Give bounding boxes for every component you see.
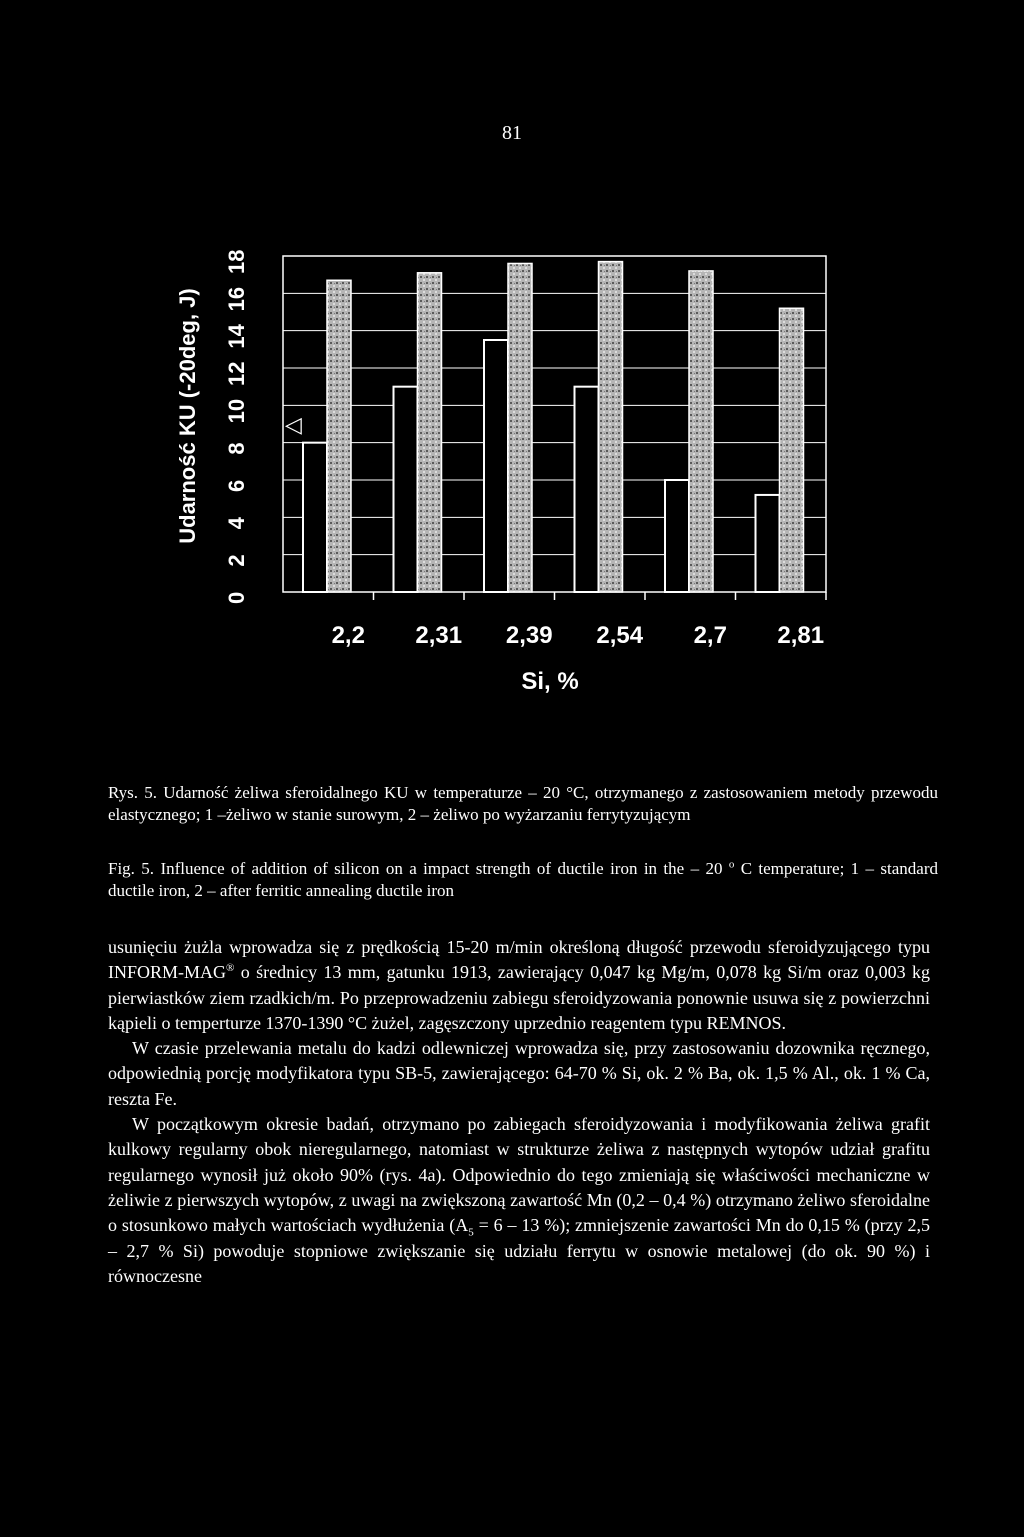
degree-superscript: o [728,858,735,871]
paragraph-2: W czasie przelewania metalu do kadzi odlewniczej wprowadza się, przy zastosowaniu dozownika ręcznego, odpowiednią porcję modyfikatora typu SB-5, zawierającego: 64-70 % Si, ok. 2 % Ba, ok. 1,5 % Al., ok. 1 % Ca, reszta Fe. [108,1038,930,1109]
caption-text: Influence of addition of silicon on a impact strength of ductile iron in the – 20 [160,859,723,878]
bar-series-2 [508,263,532,592]
y-tick-label: 0 [224,591,249,604]
x-tick-label: 2,39 [505,622,553,649]
x-tick-label: 2,7 [693,622,727,649]
body-text [108,935,930,1289]
bar-series-1 [484,340,508,592]
x-tick-label: 2,2 [331,622,365,649]
bar-series-2 [780,308,804,592]
bar-series-2 [418,273,442,592]
y-tick-label: 18 [224,249,249,274]
y-tick-label: 14 [224,324,249,349]
subscript: 5 [468,1226,474,1239]
y-tick-label: 8 [224,442,249,455]
x-tick-label: 2,31 [415,622,463,649]
caption-text: Udarność żeliwa sferoidalnego KU w temperaturze – 20 °C, otrzymanego z zastosowaniem metody przewodu elastycznego; 1 –żeliwo w stanie surowym, 2 – żeliwo po wyżarzaniu ferrytyzującym [108,783,938,824]
bar-series-1 [394,387,418,592]
caption-label: Rys. 5. [108,783,158,802]
paragraph-1 [108,935,930,1036]
bar-series-2 [599,262,623,592]
caption-text-cont: C temperature; 1 – standard ductile iron, 2 – after ferritic annealing ductile iron [108,859,939,900]
bar-series-1 [756,495,780,592]
figure-caption-english [108,858,938,902]
figure-caption-polish [108,782,938,826]
paragraph-text: W początkowym okresie badań, otrzymano po zabiegach sferoidyzowania i modyfikowania żeliwa grafit kulkowy regularny obok nieregularnego, natomiast w strukturze żeliwa z następnych wytopów udział grafitu regularnego wynosił już około 90% (rys. 4a). Odpowiednio do tego zmieniają się właściwości mechaniczne w żeliwie z pierwszych wytopów, z uwagi na zwiększoną zawartość Mn (0,2 – 0,4 %) otrzymano żeliwo sferoidalne o stosunkowo małych wartościach wydłużenia (A [108,1114,930,1236]
bar-series-1 [665,480,689,592]
bar-series-1 [303,443,327,592]
x-tick-label: 2,54 [596,622,644,649]
chart-plot [0,0,1024,720]
x-tick-label: 2,81 [777,622,825,649]
y-tick-label: 12 [224,361,249,386]
plot-frame [283,256,826,592]
y-tick-label: 4 [224,517,249,530]
registered-mark: ® [226,962,235,975]
x-axis-label: Si, % [521,668,579,695]
y-tick-label: 16 [224,286,249,312]
y-tick-label: 6 [224,479,249,492]
paragraph-text: o średnicy 13 mm, gatunku 1913, zawierający 0,047 kg Mg/m, 0,078 kg Si/m oraz 0,003 kg pierwiastków ziem rzadkich/m. Po przeprowadzeniu zabiegu sferoidyzowania ponownie usuwa się z powierzchni kąpieli o temperturze 1370-1390 °C żużel, zagęszczony uprzednio reagentem typu REMNOS. [108,962,930,1033]
marker-triangle-icon: ◁ [285,413,302,438]
impact-strength-chart [0,0,1024,720]
bar-series-2 [327,280,351,592]
bar-series-2 [689,271,713,592]
caption-label: Fig. 5. [108,859,155,878]
page-number: 81 [502,122,522,144]
y-axis-label: Udarność KU (-20deg, J) [175,288,200,544]
paragraph-text: usunięciu żużla wprowadza się z prędkością 15-20 m/min określoną długość przewodu sferoidyzującego typu INFORM-MAG [108,937,930,983]
paragraph-text: = 6 – 13 %); zmniejszenie zawartości Mn do 0,15 % (przy 2,5 – 2,7 % Si) powoduje stopniowe zwiększanie się udziału ferrytu w osnowie metalowej (do ok. 90 %) i równoczesne [108,1215,930,1286]
paragraph-3 [108,1112,930,1289]
y-tick-label: 10 [224,398,249,424]
bar-series-1 [575,387,599,592]
y-tick-label: 2 [224,554,249,567]
